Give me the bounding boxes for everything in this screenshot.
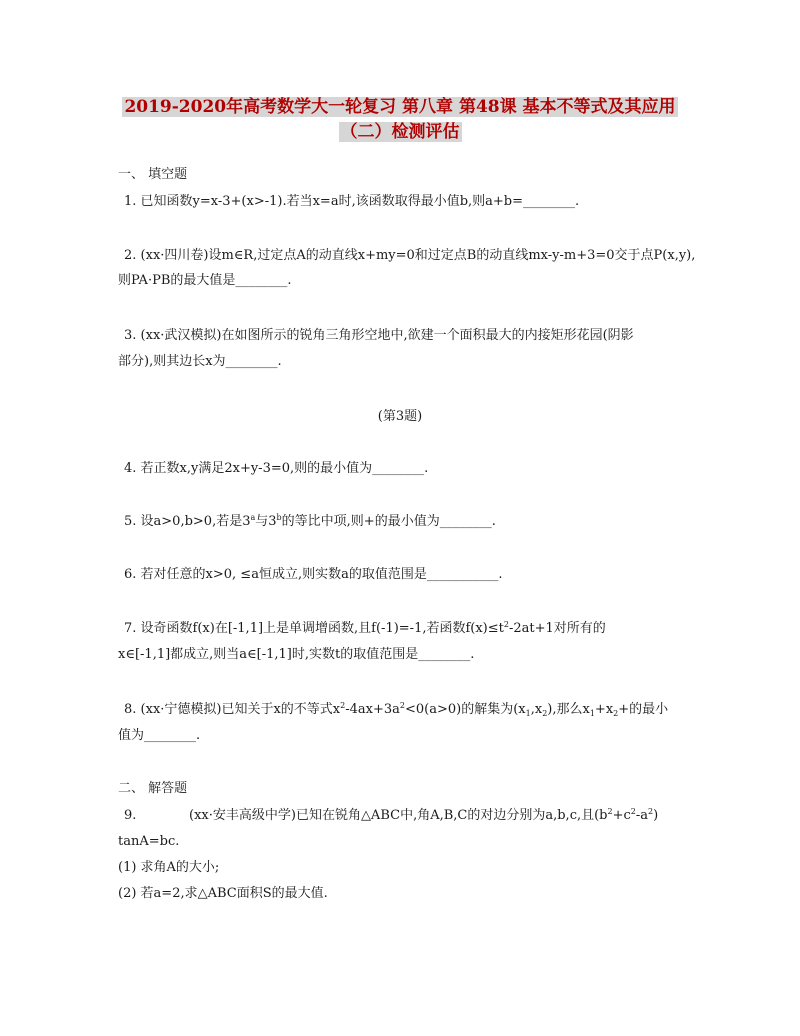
section-solution-heading: 二、 解答题 [118,781,188,796]
question-3-line-1: 3. (xx·武汉模拟)在如图所示的锐角三角形空地中,欲建一个面积最大的内接矩形花园(阴影 [124,328,634,343]
question-2-line-1: 2. (xx·四川卷)设m∈R,过定点A的动直线x+my=0和过定点B的动直线mx-y-m+3=0交于点P(x,y), [124,248,696,263]
question-8-line-1: 8. (xx·宁德模拟)已知关于x的不等式$x^2-4ax+3a^2<0(a>0)$的解集为$(x_1,x_2)$,那么$x_1+x_2+$的最小 [124,701,669,718]
question-6: 6. 若对任意的x>0, ≤a恒成立,则实数a的取值范围是___________. [124,567,503,582]
question-9-line-2: tanA=bc. [118,834,180,849]
question-9-part-2: (2) 若a=2,求△ABC面积S的最大值. [118,886,328,901]
question-5: 5. 设a>0,b>0,若是3$^a$与3$^b$的等比中项,则+的最小值为________. [124,513,496,529]
document-title-line-1: 2019-2020年高考数学大一轮复习 第八章 第48课 基本不等式及其应用 [124,97,676,117]
question-1: 1. 已知函数y=x-3+(x>-1).若当x=a时,该函数取得最小值b,则a+b=________. [124,194,580,209]
question-9-line-1: (xx·安丰高级中学)已知在锐角△ABC中,角A,B,C的对边分别为a,b,c,且$(b^2+c^2-a^2)$ [189,807,659,823]
document-title-line-2: （二）检测评估 [340,122,460,142]
question-8-line-2: 值为________. [118,728,201,743]
question-4: 4. 若正数x,y满足2x+y-3=0,则的最小值为________. [124,461,429,476]
question-9-part-1: (1) 求角A的大小; [118,860,220,875]
question-7-line-1: 7. 设奇函数f(x)在[-1,1]上是单调增函数,且f(-1)=-1,若函数$f(x)\le t^2-2at+1$对所有的 [124,620,606,636]
question-2-line-2: 则PA·PB的最大值是________. [118,273,292,288]
question-7-line-2: x∈[-1,1]都成立,则当a∈[-1,1]时,实数t的取值范围是________. [118,647,475,662]
question-3-figure-caption: (第3题) [377,409,423,424]
question-9-number: 9. [124,808,137,823]
section-fill-blank-heading: 一、 填空题 [118,167,188,182]
question-3-line-2: 部分),则其边长x为________. [118,354,282,369]
